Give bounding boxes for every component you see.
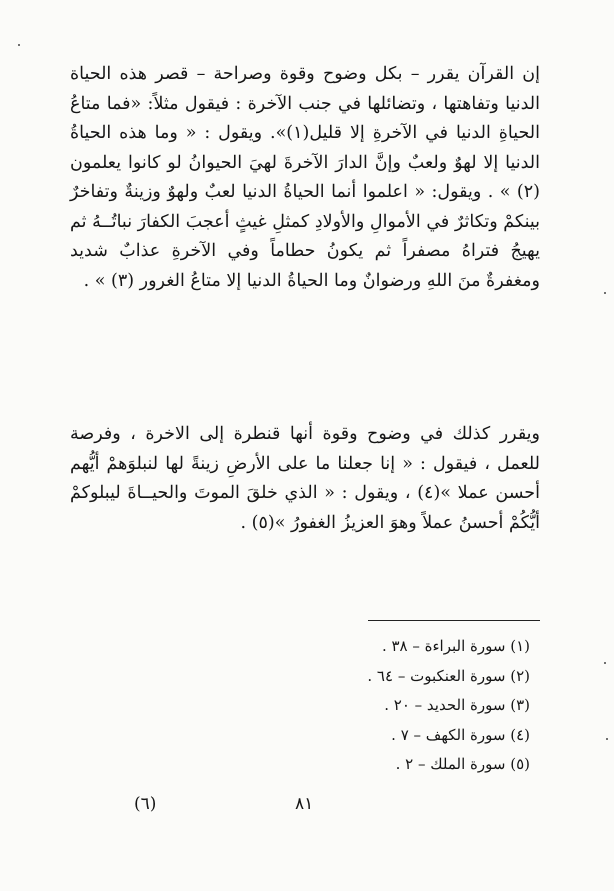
paragraph-text: ويقرر كذلك في وضوح وقوة أنها قنطرة إلى الاخرة ، وفرصة للعمل ، فيقول : « إنا جعلنا ما على الأرضِ زينةً لها لنبلوَهمْ أيُّهم أحسن عملا »(٤) ، ويقول : « الذي خلقَ الموتَ والحيــاةَ ليبلوكمْ أيُّكُمْ أحسنُ عملاً وهوَ العزيزُ الغفورُ »(٥) . [70,424,540,533]
footnote-item: (٤) سورة الكهف – ٧ . [391,725,530,744]
page-number: ٨١ [295,794,314,814]
scan-speck [604,292,606,294]
scan-speck [18,44,20,46]
body-paragraph-1 [70,60,540,296]
body-paragraph-2 [70,420,540,538]
footnote-item: (٣) سورة الحديد – ٢٠ . [384,696,530,714]
paragraph-text: إن القرآن يقرر – بكل وضوح وقوة وصراحة – قصر هذه الحياة الدنيا وتفاهتها ، وتضائلها في جنب الآخرة : فيقول مثلاً: «فما متاعُ الحياةِ الدنيا في الآخرةِ إلا قليل(١)». ويقول : « وما هذه الحياةُ الدنيا إلا لهوٌ ولعبٌ وإنَّ الدارَ الآخرةَ لهيَ الحيوانُ لو كانوا يعلمون (٢) » . ويقول: « اعلموا أنما الحياةُ الدنيا لعبٌ ولهوٌ وزينةٌ وتفاخرٌ بينكمْ وتكاثرٌ في الأموالِ والأولادِ كمثلِ غيثٍ أعجبَ الكفارَ نباتُــهُ ثم يهيجُ فتراهُ مصفراً ثم يكونُ حطاماً وفي الآخرةِ عذابٌ شديد ومغفرةٌ منَ اللهِ ورضوانٌ وما الحياةُ الدنيا إلا متاعُ الغرور (٣) » . [70,64,540,291]
footnotes-list [270,632,530,780]
footnote-separator [368,620,540,621]
signature-mark: (٦) [134,794,157,814]
footnote-item: (١) سورة البراءة – ٣٨ . [381,637,530,655]
footnote-item: (٥) سورة الملك – ٢ . [395,755,530,773]
scan-speck [604,662,606,664]
footnote-item: (٢) سورة العنكبوت – ٦٤ . [367,666,530,685]
scan-speck [606,738,608,740]
